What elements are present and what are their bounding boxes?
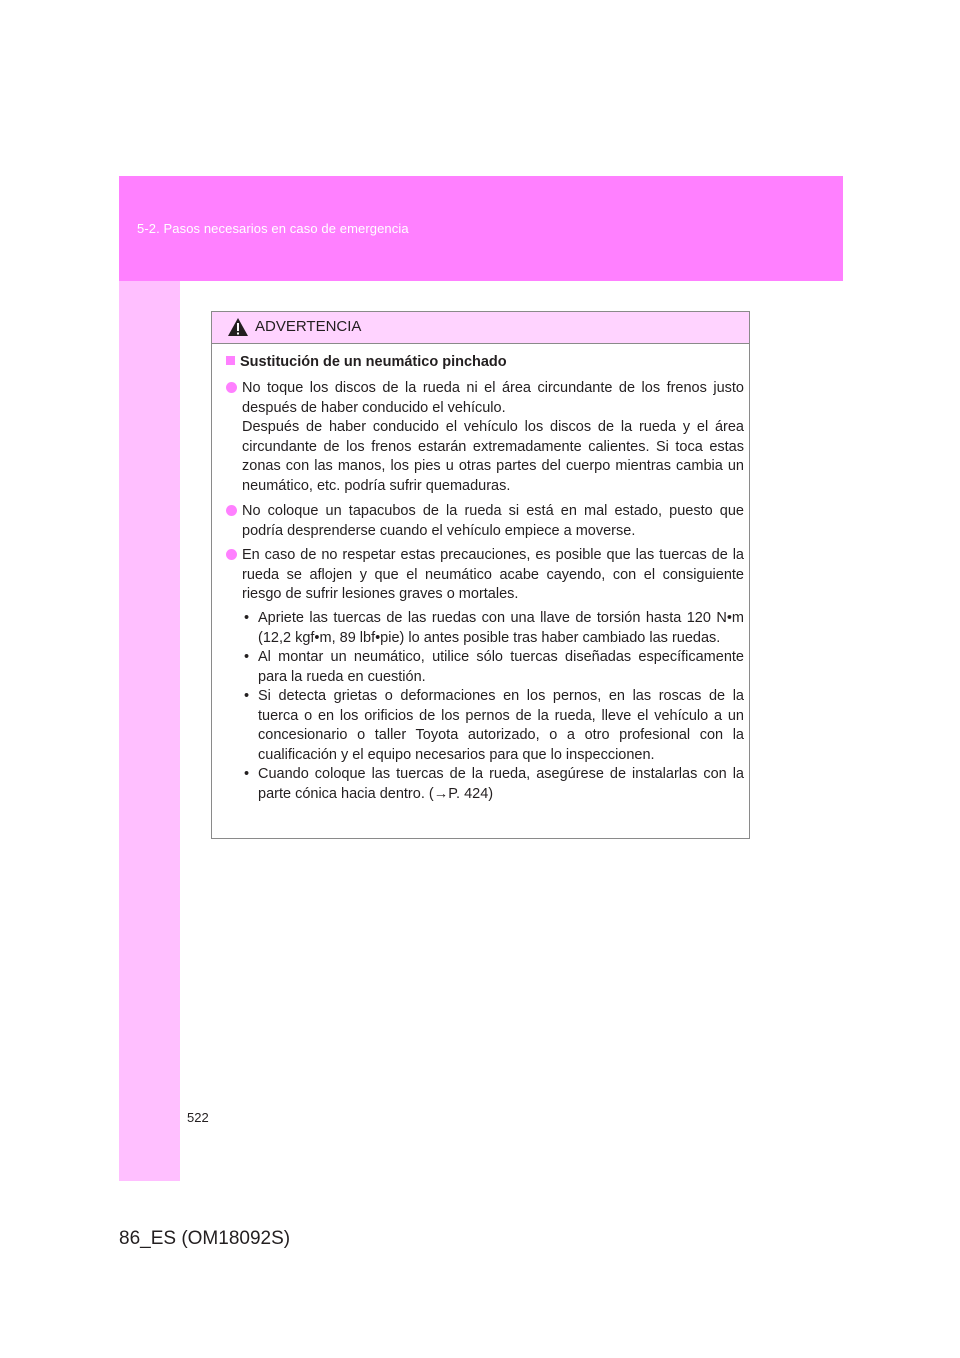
item-text-detail: Después de haber conducido el vehículo los discos de la rueda y el área circundante de los frenos estarán extremadamente calientes. Si toca estas zonas con las manos, los pies u otras partes del cuerpo mientras cambia un neumático, etc. podría sufrir quemaduras.: [242, 419, 744, 494]
warning-box: [211, 311, 750, 839]
dot-bullet-icon: •: [244, 766, 250, 782]
sub-item: [242, 687, 744, 765]
warning-triangle-icon: [227, 317, 249, 337]
section-title-text: Sustitución de un neumático pinchado: [240, 354, 507, 370]
dot-bullet-icon: •: [244, 610, 250, 626]
sub-item: [242, 648, 744, 687]
warning-item: [226, 502, 744, 541]
dot-bullet-icon: •: [244, 688, 250, 704]
item-text: En caso de no respetar estas precauciones, es posible que las tuercas de la rueda se aflojen y que el neumático acabe cayendo, con el consiguiente riesgo de sufrir lesiones graves o mortales.: [242, 547, 744, 602]
item-text: No toque los discos de la rueda ni el área circundante de los frenos justo después de haber conducido el vehículo.: [242, 380, 744, 416]
sub-item-text: Cuando coloque las tuercas de la rueda, asegúrese de instalarlas con la parte cónica hacia dentro. (→P. 424): [258, 766, 744, 802]
sub-item: [242, 609, 744, 648]
document-code: 86_ES (OM18092S): [119, 1228, 291, 1249]
page-number: 522: [187, 1110, 209, 1125]
square-bullet-icon: [226, 356, 235, 365]
dot-bullet-icon: •: [244, 649, 250, 665]
circle-bullet-icon: [226, 382, 237, 393]
item-text: No coloque un tapacubos de la rueda si está en mal estado, puesto que podría desprenderse cuando el vehículo empiece a moverse.: [242, 503, 744, 539]
warning-label: ADVERTENCIA: [255, 318, 362, 335]
circle-bullet-icon: [226, 549, 237, 560]
warning-item: [226, 546, 744, 605]
side-strip: [119, 281, 180, 1181]
section-title: [226, 354, 507, 370]
sub-item-text: Apriete las tuercas de las ruedas con una llave de torsión hasta 120 N•m (12,2 kgf•m, 89 lbf•pie) lo antes posible tras haber cambiado las ruedas.: [258, 610, 744, 646]
sub-item-text: Al montar un neumático, utilice sólo tuercas diseñadas específicamente para la rueda en cuestión.: [258, 649, 744, 685]
warning-header: [212, 312, 749, 344]
warning-item: [226, 379, 744, 496]
sub-item: [242, 765, 744, 804]
section-header: 5-2. Pasos necesarios en caso de emergencia: [137, 221, 409, 236]
sub-list: [242, 609, 744, 804]
circle-bullet-icon: [226, 505, 237, 516]
sub-item-text: Si detecta grietas o deformaciones en los pernos, en las roscas de la tuerca o en los orificios de los pernos de la rueda, lleve el vehículo a un concesionario o taller Toyota autorizado, o a otro profesional con la cualificación y el equipo necesarios para que lo inspeccionen.: [258, 688, 744, 763]
